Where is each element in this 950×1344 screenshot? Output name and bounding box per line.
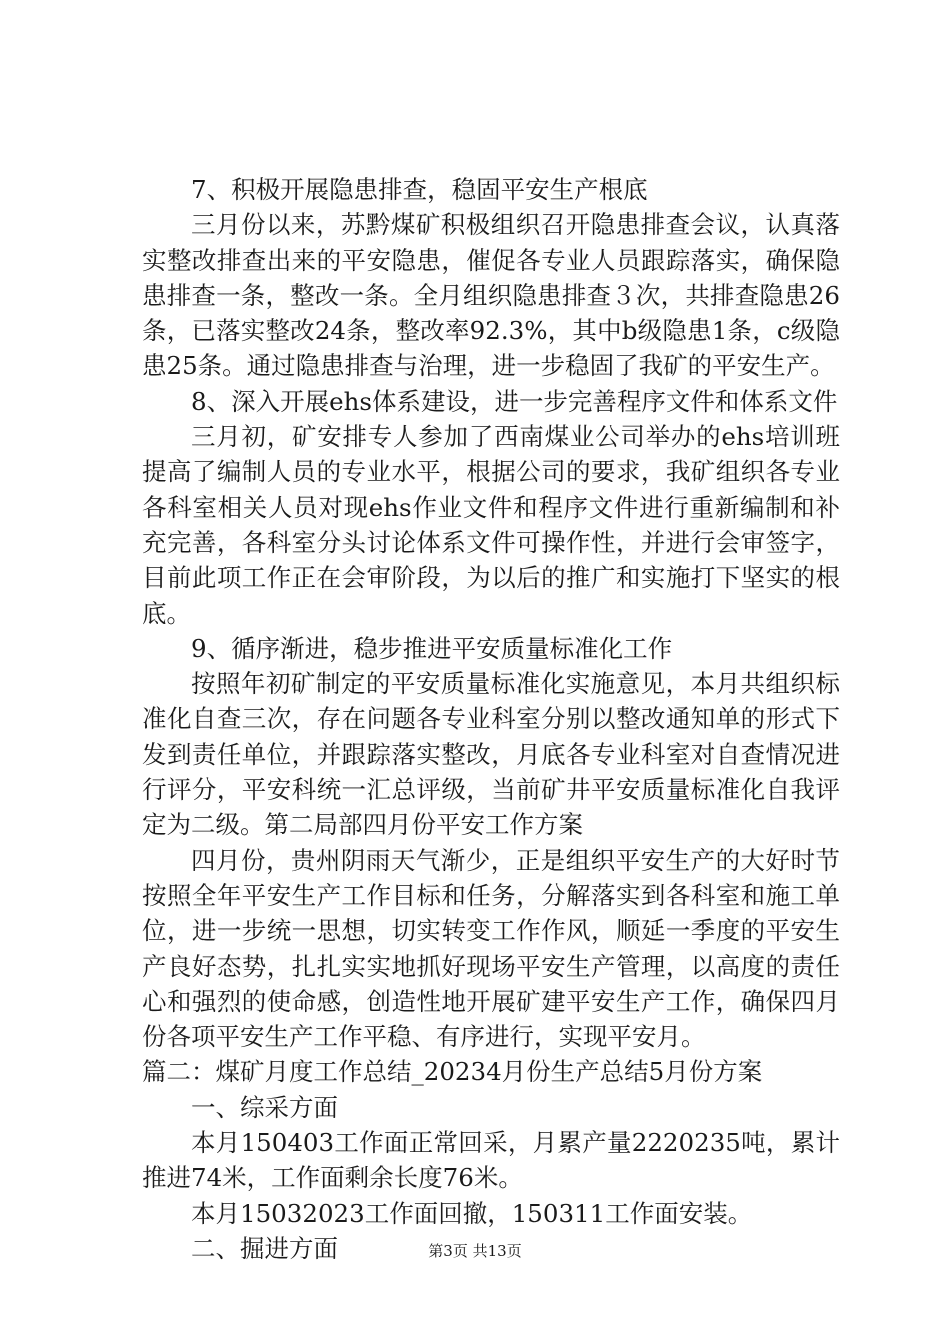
paragraph-quality-standard: 按照年初矿制定的平安质量标准化实施意见，本月共组织标准化自查三次，存在问题各专业科室分别以整改通知单的形式下发到责任单位，并跟踪落实整改，月底各专业科室对自查情况进行评分，平安科统一汇总评级，当前矿井平安质量标准化自我评定为二级。第二局部四月份平安工作方案 xyxy=(142,669,840,840)
section-title-part-two: 篇二：煤矿月度工作总结_20234月份生产总结5月份方案 xyxy=(142,1057,763,1087)
heading-fully-mechanized: 一、综采方面 xyxy=(191,1092,338,1122)
page-number-footer: 第3页 共13页 xyxy=(428,1242,522,1260)
paragraph-hazard-inspection: 三月份以来，苏黔煤矿积极组织召开隐患排查会议，认真落实整改排查出来的平安隐患，催促各专业人员跟踪落实，确保隐患排查一条，整改一条。全月组织隐患排查３次，共排查隐患26条，已落实整改24条，整改率92.3%，其中b级隐患1条，c级隐患25条。通过隐患排查与治理，进一步稳固了我矿的平安生产。 xyxy=(142,210,840,381)
heading-item-7: 7、积极开展隐患排查，稳固平安生产根底 xyxy=(191,175,648,204)
paragraph-working-face-install: 本月15032023工作面回撤，150311工作面安装。 xyxy=(191,1198,753,1228)
paragraph-ehs-system: 三月初，矿安排专人参加了西南煤业公司举办的ehs培训班提高了编制人员的专业水平，根据公司的要求，我矿组织各专业各科室相关人员对现ehs作业文件和程序文件进行重新编制和补充完善，各科室分头讨论体系文件可操作性，并进行会审签字，目前此项工作正在会审阶段，为以后的推广和实施打下坚实的根底。 xyxy=(142,422,840,628)
paragraph-working-face-output: 本月150403工作面正常回采，月累产量2220235吨，累计推进74米，工作面剩余长度76米。 xyxy=(142,1128,840,1193)
paragraph-april-plan: 四月份，贵州阴雨天气渐少，正是组织平安生产的大好时节按照全年平安生产工作目标和任务，分解落实到各科室和施工单位，进一步统一思想，切实转变工作作风，顺延一季度的平安生产良好态势，扎扎实实地抓好现场平安生产管理，以高度的责任心和强烈的使命感，创造性地开展矿建平安生产工作，确保四月份各项平安生产工作平稳、有序进行，实现平安月。 xyxy=(142,845,840,1052)
heading-item-9: 9、循序渐进，稳步推进平安质量标准化工作 xyxy=(191,633,673,663)
document-body xyxy=(142,172,840,1266)
heading-tunneling: 二、掘进方面 xyxy=(191,1233,338,1263)
heading-item-8: 8、深入开展ehs体系建设，进一步完善程序文件和体系文件 xyxy=(191,386,838,416)
